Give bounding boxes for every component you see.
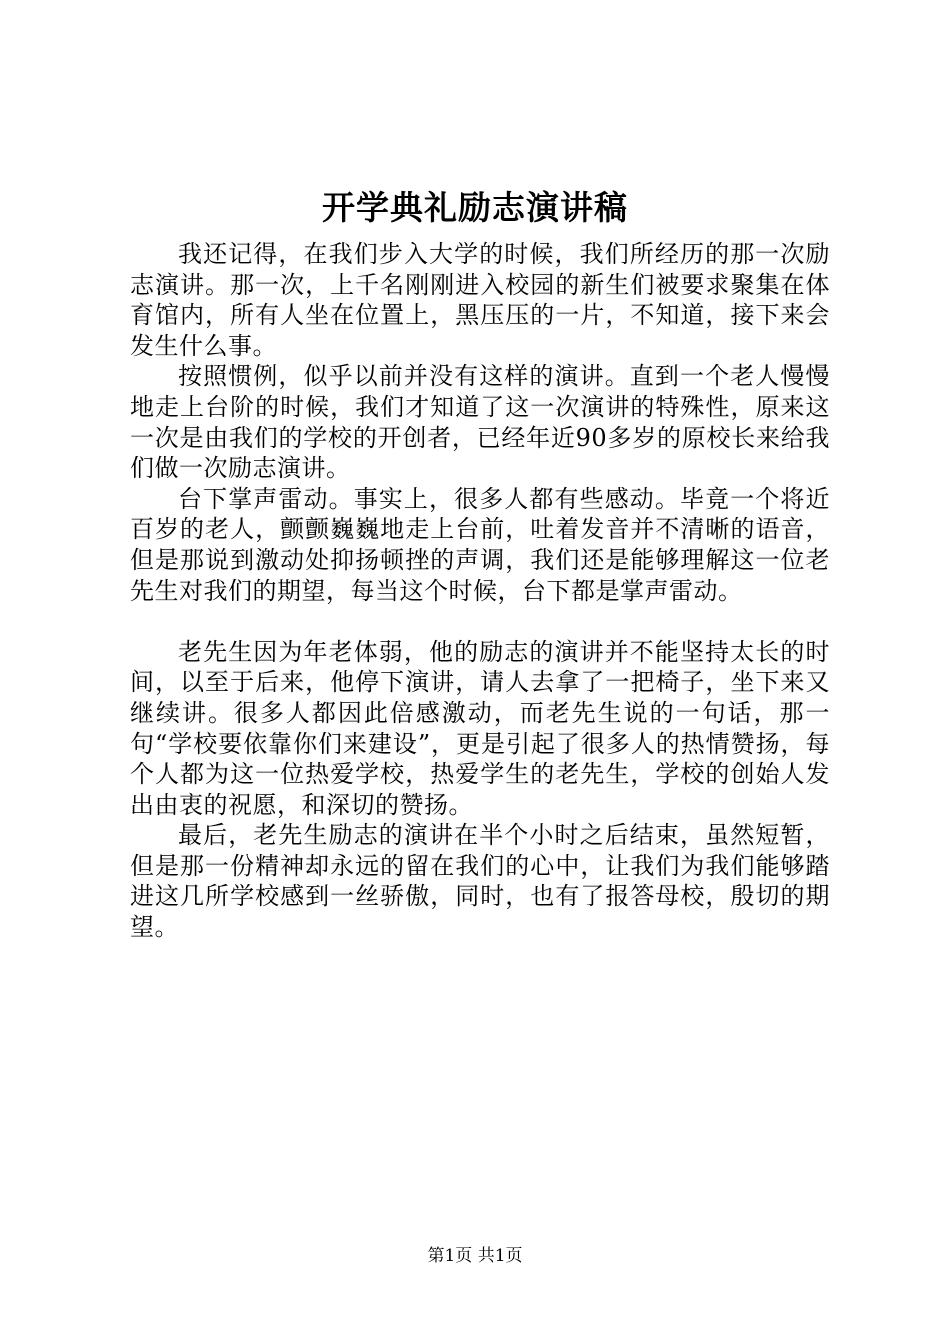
document-title: 开学典礼励志演讲稿	[322, 188, 628, 227]
paragraph-4: 老先生因为年老体弱，他的励志的演讲并不能坚持太长的时间，以至于后来，他停下演讲，请人去拿了一把椅子，坐下来又继续讲。很多人都因此倍感激动，而老先生说的一句话，那一句“学校要依靠你们来建设”，更是引起了很多人的热情赞扬，每个人都为这一位热爱学校，热爱学生的老先生，学校的创始人发出由衷的祝愿，和深切的赞扬。	[130, 637, 830, 819]
paragraph-3: 台下掌声雷动。事实上，很多人都有些感动。毕竟一个将近百岁的老人，颤颤巍巍地走上台前，吐着发音并不清晰的语音，但是那说到激动处抑扬顿挫的声调，我们还是能够理解这一位老先生对我们的期望，每当这个时候，台下都是掌声雷动。	[130, 484, 830, 605]
page-number-footer: 第1页 共1页	[427, 1246, 523, 1266]
paragraph-2: 按照惯例，似乎以前并没有这样的演讲。直到一个老人慢慢地走上台阶的时候，我们才知道了这一次演讲的特殊性，原来这一次是由我们的学校的开创者，已经年近90多岁的原校长来给我们做一次励志演讲。	[130, 362, 830, 483]
document-body	[130, 239, 830, 943]
paragraph-5: 最后，老先生励志的演讲在半个小时之后结束，虽然短暂，但是那一份精神却永远的留在我们的心中，让我们为我们能够踏进这几所学校感到一丝骄傲，同时，也有了报答母校，殷切的期望。	[130, 821, 830, 942]
paragraph-1: 我还记得，在我们步入大学的时候，我们所经历的那一次励志演讲。那一次，上千名刚刚进入校园的新生们被要求聚集在体育馆内，所有人坐在位置上，黑压压的一片，不知道，接下来会发生什么事。	[130, 240, 830, 360]
